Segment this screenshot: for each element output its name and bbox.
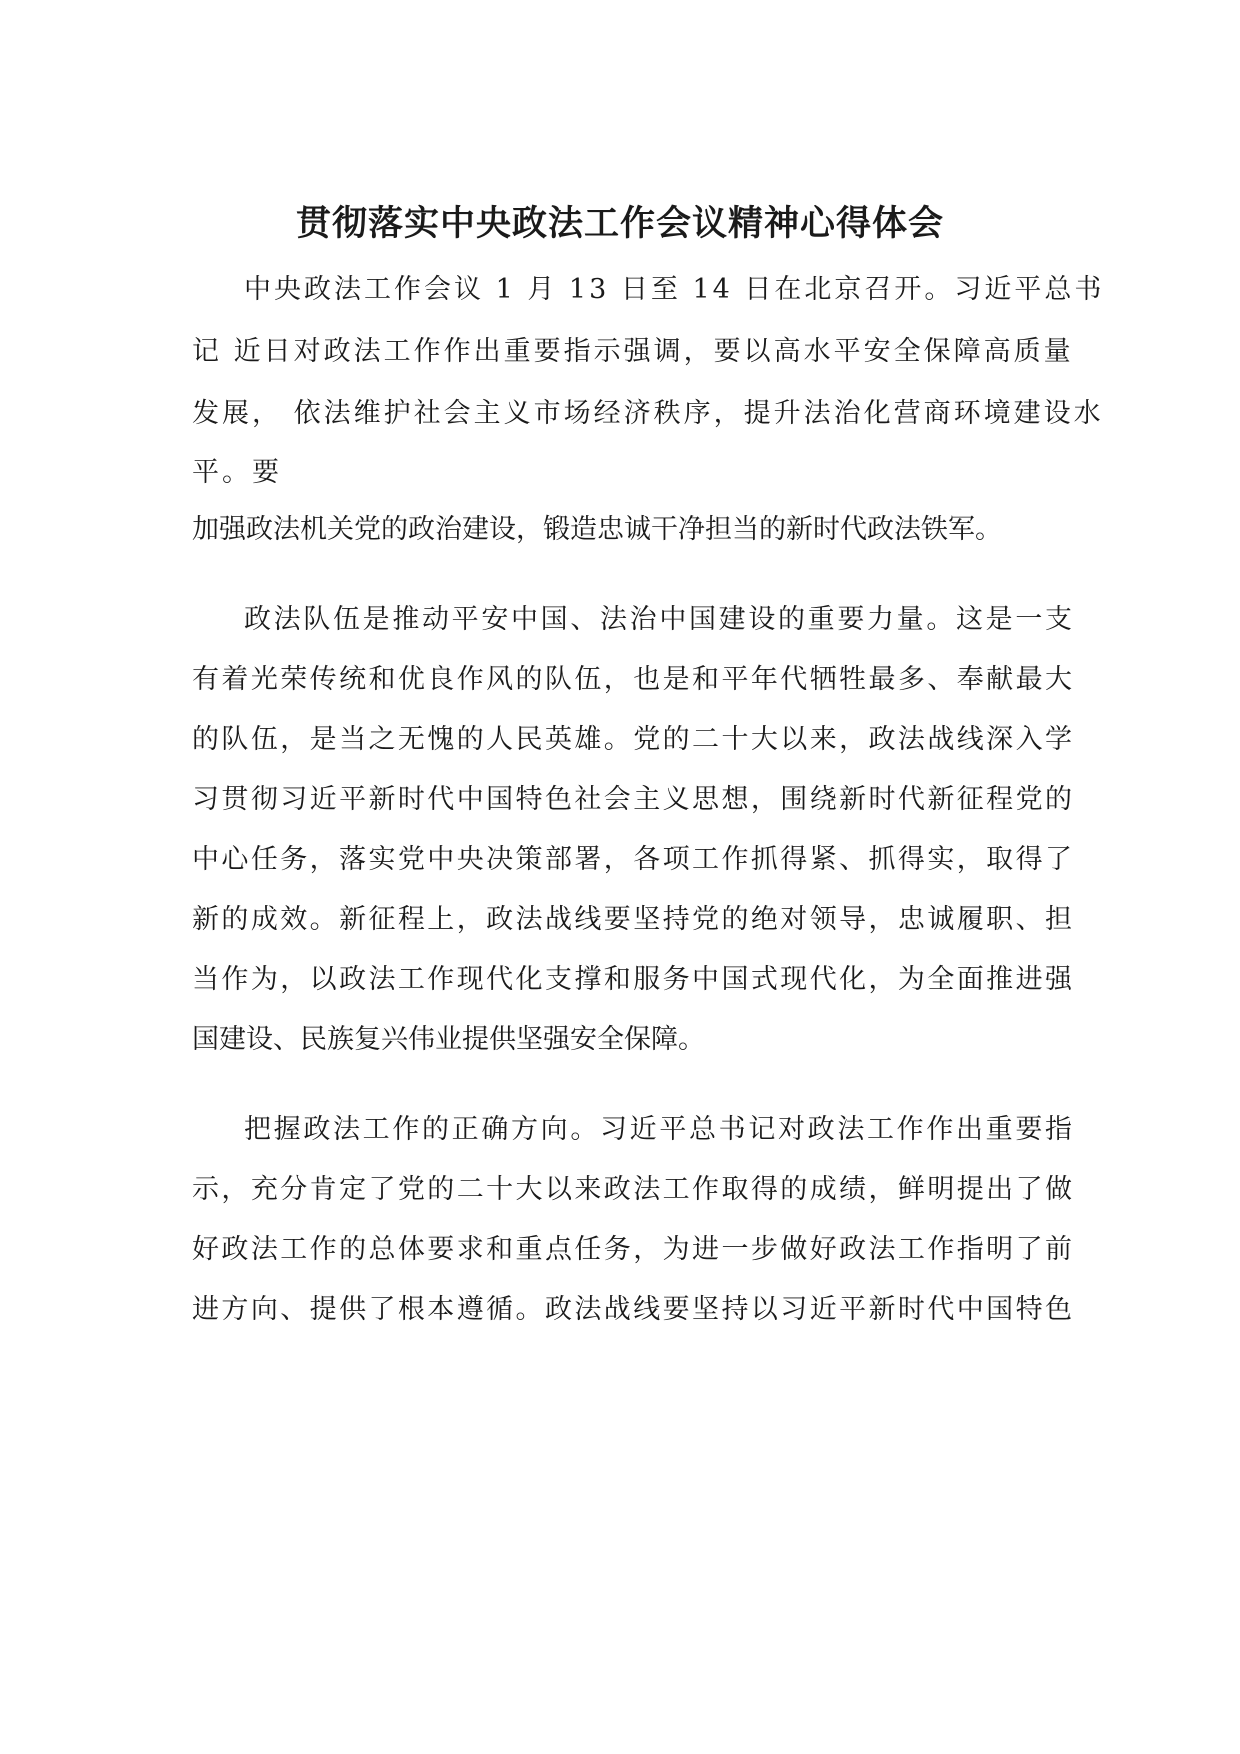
paragraph-3-line-3: 好政法工作的总体要求和重点任务，为进一步做好政法工作指明了前 <box>192 1234 1072 1265</box>
paragraph-3-line-2: 示，充分肯定了党的二十大以来政法工作取得的成绩，鲜明提出了做 <box>192 1174 1072 1205</box>
paragraph-2-line-8: 国建设、民族复兴伟业提供坚强安全保障。 <box>192 1024 705 1055</box>
paragraph-3-line-1: 把握政法工作的正确方向。习近平总书记对政法工作作出重要指 <box>244 1114 1072 1145</box>
paragraph-2-line-6: 新的成效。新征程上，政法战线要坚持党的绝对领导，忠诚履职、担 <box>192 904 1072 935</box>
document-title: 贯彻落实中央政法工作会议精神心得体会 <box>295 204 944 244</box>
paragraph-1-line-3: 发展， 依法维护社会主义市场经济秩序，提升法治化营商环境建设水 <box>192 398 1104 429</box>
paragraph-2-line-1: 政法队伍是推动平安中国、法治中国建设的重要力量。这是一支 <box>244 604 1072 635</box>
paragraph-2-line-7: 当作为，以政法工作现代化支撑和服务中国式现代化，为全面推进强 <box>192 964 1072 995</box>
paragraph-1-line-5: 加强政法机关党的政治建设，锻造忠诚干净担当的新时代政法铁军。 <box>192 514 1002 545</box>
paragraph-2-line-5: 中心任务，落实党中央决策部署，各项工作抓得紧、抓得实，取得了 <box>192 844 1072 875</box>
paragraph-1-line-4: 平。要 <box>192 457 282 488</box>
paragraph-2-line-4: 习贯彻习近平新时代中国特色社会主义思想，围绕新时代新征程党的 <box>192 784 1072 815</box>
paragraph-2-line-3: 的队伍，是当之无愧的人民英雄。党的二十大以来，政法战线深入学 <box>192 724 1072 755</box>
paragraph-2-line-2: 有着光荣传统和优良作风的队伍，也是和平年代牺牲最多、奉献最大 <box>192 664 1072 695</box>
paragraph-1-line-1: 中央政法工作会议 1 月 13 日至 14 日在北京召开。习近平总书 <box>244 274 1105 305</box>
paragraph-3-line-4: 进方向、提供了根本遵循。政法战线要坚持以习近平新时代中国特色 <box>192 1294 1072 1325</box>
paragraph-1-line-2: 记 近日对政法工作作出重要指示强调，要以高水平安全保障高质量 <box>192 336 1074 367</box>
